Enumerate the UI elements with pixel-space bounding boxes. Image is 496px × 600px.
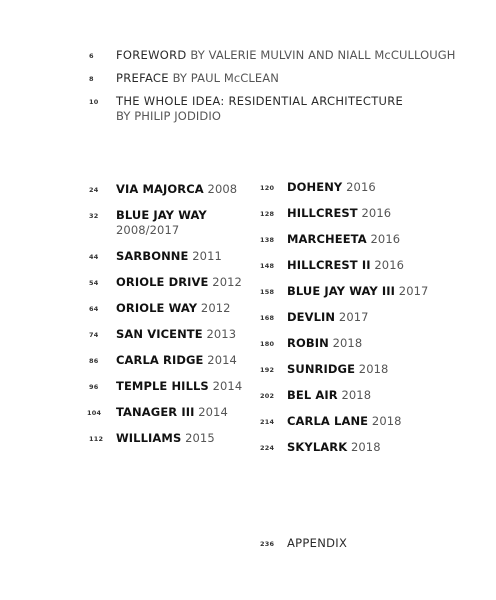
project-name: SKYLARK <box>287 440 348 454</box>
page-number: 8 <box>89 75 94 83</box>
entry-title <box>287 336 362 351</box>
entry-title: APPENDIX <box>287 536 348 550</box>
entry-title <box>287 310 369 325</box>
page-number: 32 <box>89 212 99 220</box>
project-name: ORIOLE DRIVE <box>116 275 209 289</box>
project-name: HILLCREST <box>287 206 358 220</box>
project-year: 2014 <box>208 379 243 393</box>
entry-title <box>116 48 456 63</box>
project-name: CARLA RIDGE <box>116 353 204 367</box>
entry-main: THE WHOLE IDEA: RESIDENTIAL ARCHITECTURE <box>116 94 404 108</box>
project-year-range: 2008/2017 <box>116 223 180 237</box>
page-number: 64 <box>89 305 99 313</box>
project-name: WILLIAMS <box>116 431 182 445</box>
project-year: 2017 <box>395 284 429 298</box>
project-year: 2014 <box>203 353 237 367</box>
page-number: 24 <box>89 186 99 194</box>
entry-title <box>116 94 403 124</box>
page-number: 96 <box>89 383 99 391</box>
page-number: 120 <box>260 184 275 192</box>
project-year: 2008 <box>203 182 238 196</box>
project-name: ROBIN <box>287 336 329 350</box>
page-number: 112 <box>89 435 104 443</box>
project-year: 2016 <box>366 232 401 246</box>
entry-title <box>116 301 231 316</box>
project-name: DOHENY <box>287 180 343 194</box>
entry-title <box>116 431 215 446</box>
entry-author: BY PHILIP JODIDIO <box>116 109 221 123</box>
project-year: 2018 <box>355 362 389 376</box>
entry-title <box>287 180 376 195</box>
entry-title <box>287 388 371 403</box>
page-number: 168 <box>260 314 275 322</box>
page-number: 138 <box>260 236 275 244</box>
project-name: BEL AIR <box>287 388 338 402</box>
page-number: 158 <box>260 288 275 296</box>
project-name: ORIOLE WAY <box>116 301 198 315</box>
entry-title <box>287 232 400 247</box>
project-name: MARCHEETA <box>287 232 367 246</box>
project-name: BLUE JAY WAY III <box>287 284 396 298</box>
entry-title <box>287 414 402 429</box>
page-number: 54 <box>89 279 99 287</box>
project-name: HILLCREST II <box>287 258 371 272</box>
project-year: 2012 <box>208 275 242 289</box>
entry-title <box>116 327 236 342</box>
project-year: 2011 <box>188 249 222 263</box>
project-name: BLUE JAY WAY <box>116 208 207 222</box>
page-number: 6 <box>89 52 94 60</box>
project-name: TANAGER III <box>116 405 195 419</box>
page-number: 192 <box>260 366 275 374</box>
page-number: 74 <box>89 331 99 339</box>
entry-title <box>287 258 404 273</box>
project-year: 2013 <box>202 327 237 341</box>
entry-title <box>287 362 388 377</box>
entry-title <box>116 182 237 197</box>
page-number: 148 <box>260 262 275 270</box>
page-number: 180 <box>260 340 275 348</box>
entry-main: PREFACE <box>116 71 169 85</box>
page-number: 104 <box>87 409 102 417</box>
project-year: 2018 <box>328 336 363 350</box>
project-year: 2016 <box>342 180 376 194</box>
entry-title <box>116 405 228 420</box>
entry-author: BY VALERIE MULVIN AND NIALL McCULLOUGH <box>186 48 456 62</box>
project-year: 2016 <box>370 258 405 272</box>
project-name: TEMPLE HILLS <box>116 379 209 393</box>
project-year: 2015 <box>181 431 215 445</box>
project-name: SARBONNE <box>116 249 189 263</box>
page-number: 86 <box>89 357 99 365</box>
project-year: 2018 <box>337 388 372 402</box>
page-number: 224 <box>260 444 275 452</box>
entry-title <box>287 440 381 455</box>
project-year: 2012 <box>197 301 231 315</box>
entry-title <box>116 249 222 264</box>
page-number: 236 <box>260 540 275 548</box>
project-year: 2018 <box>347 440 381 454</box>
page-number: 10 <box>89 98 99 106</box>
project-year: 2014 <box>194 405 228 419</box>
entry-title <box>116 379 242 394</box>
project-name: CARLA LANE <box>287 414 369 428</box>
entry-author: BY PAUL McCLEAN <box>168 71 279 85</box>
project-year: 2018 <box>368 414 402 428</box>
page-number: 44 <box>89 253 99 261</box>
project-year: 2016 <box>357 206 392 220</box>
page-number: 202 <box>260 392 275 400</box>
project-name: DEVLIN <box>287 310 336 324</box>
entry-title <box>287 284 428 299</box>
project-year: 2017 <box>335 310 369 324</box>
entry-title <box>116 208 207 238</box>
entry-title <box>116 353 237 368</box>
entry-title <box>116 275 242 290</box>
entry-title <box>116 71 279 86</box>
project-name: SAN VICENTE <box>116 327 203 341</box>
page-number: 214 <box>260 418 275 426</box>
entry-title <box>287 206 391 221</box>
project-name: VIA MAJORCA <box>116 182 204 196</box>
page-number: 128 <box>260 210 275 218</box>
project-name: SUNRIDGE <box>287 362 356 376</box>
entry-main: FOREWORD <box>116 48 187 62</box>
